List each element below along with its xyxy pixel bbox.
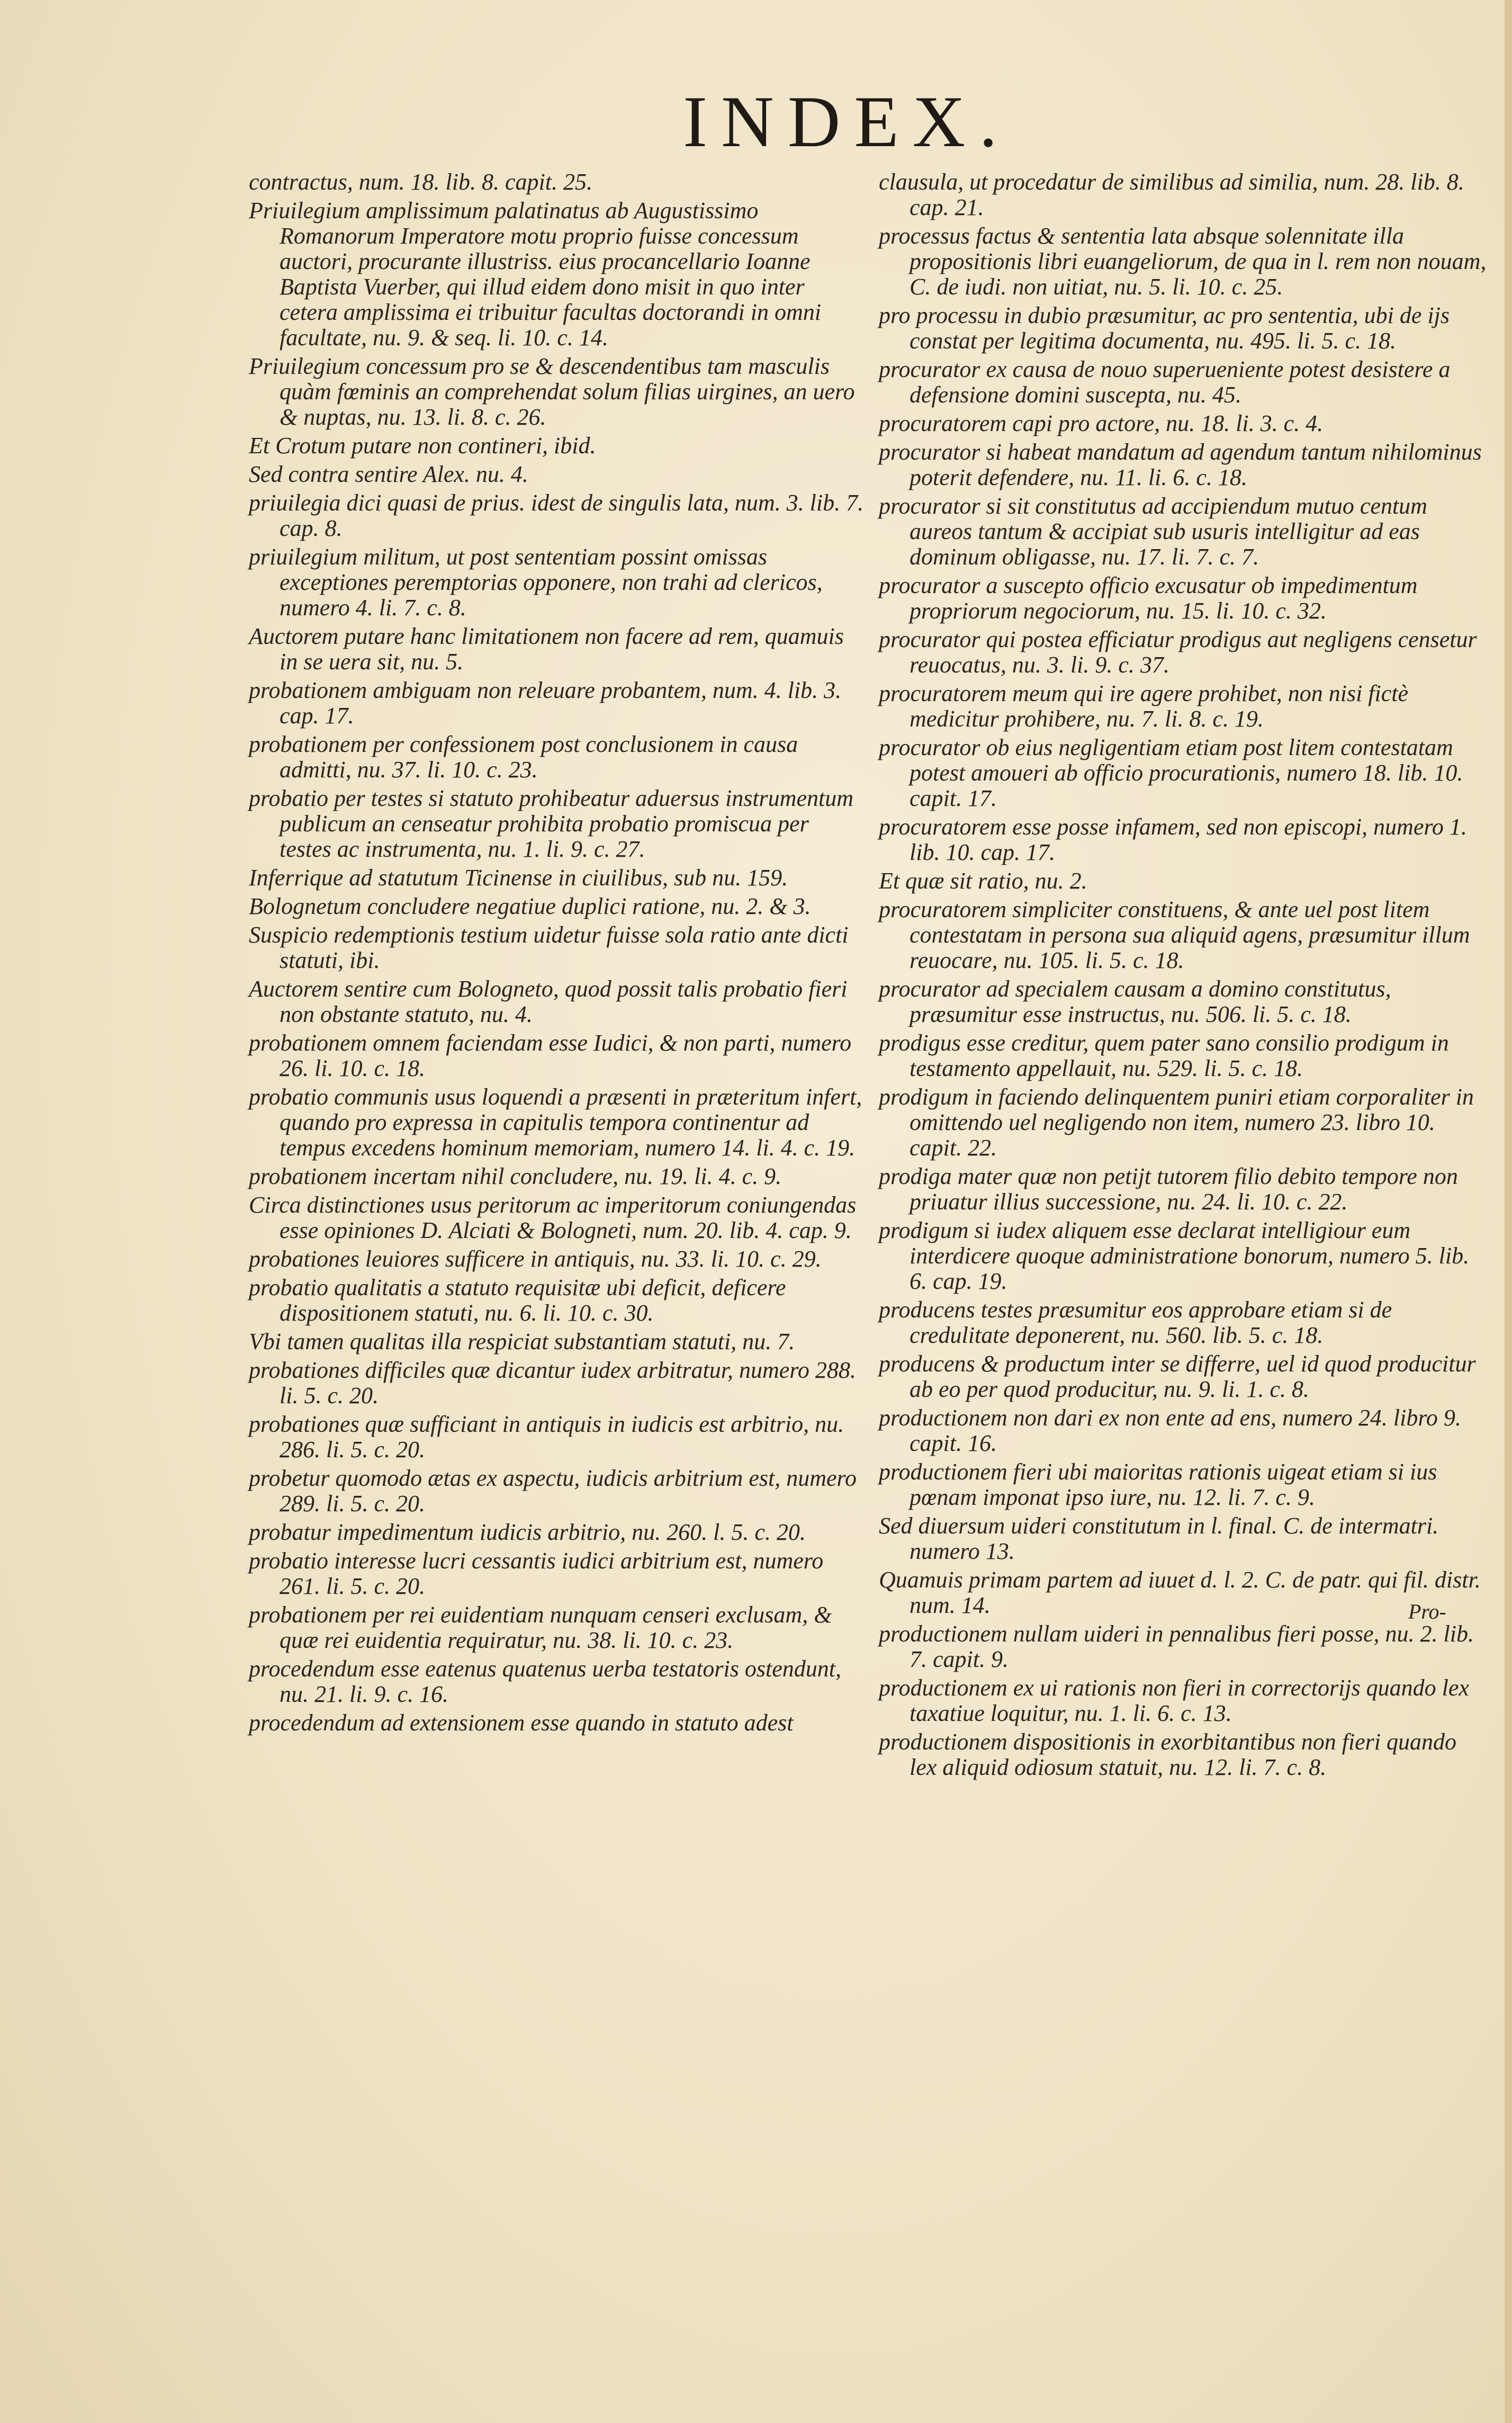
index-entry: Priuilegium concessum pro se & descendentibus tam masculis quàm fœminis an comprehendat solum filias uirgines, an uero & nuptas, nu. 13. li. 8. c. 26. [249, 353, 855, 430]
page-edge [1505, 0, 1512, 2423]
index-entry: Et Crotum putare non contineri, ibid. [249, 433, 596, 459]
index-entry: priuilegia dici quasi de prius. idest de singulis lata, num. 3. lib. 7. cap. 8. [249, 490, 864, 541]
right-column [879, 169, 1488, 1783]
index-entry: probationem per rei euidentiam nunquam censeri exclusam, & quæ rei euidentia requiratur, nu. 38. li. 10. c. 23. [249, 1602, 832, 1653]
index-entry: prodigum si iudex aliquem esse declarat intelligiour eum interdicere quoque administratione bonorum, numero 5. lib. 6. cap. 19. [879, 1217, 1470, 1294]
index-entry: procedendum ad extensionem esse quando in statuto adest [249, 1710, 794, 1736]
index-entry: procuratorem esse posse infamem, sed non episcopi, numero 1. lib. 10. cap. 17. [879, 814, 1467, 865]
index-entry: procuratorem meum qui ire agere prohibet, non nisi fictè medicitur prohibere, nu. 7. li. 8. c. 19. [879, 680, 1409, 732]
index-entry: Sed diuersum uideri constitutum in l. final. C. de intermatri. numero 13. [879, 1513, 1439, 1564]
index-entry: Bolognetum concludere negatiue duplici ratione, nu. 2. & 3. [249, 893, 811, 919]
index-entry: Auctorem putare hanc limitationem non facere ad rem, quamuis in se uera sit, nu. 5. [249, 623, 844, 675]
index-entry: productionem fieri ubi maioritas rationis uigeat etiam si ius pœnam imponat ipso iure, nu. 12. li. 7. c. 9. [879, 1459, 1437, 1510]
index-entry: probationem per confessionem post conclusionem in causa admitti, nu. 37. li. 10. c. 23. [249, 731, 798, 783]
index-entry: probatio interesse lucri cessantis iudici arbitrium est, numero 261. li. 5. c. 20. [249, 1548, 824, 1599]
index-entry: Quamuis primam partem ad iuuet d. l. 2. C. de patr. qui fil. distr. num. 14. [879, 1567, 1481, 1618]
index-entry: Circa distinctiones usus peritorum ac imperitorum coniungendas esse opiniones D. Alciati & Bologneti, num. 20. lib. 4. cap. 9. [249, 1192, 857, 1243]
index-entry: procuratorem capi pro actore, nu. 18. li. 3. c. 4. [879, 410, 1324, 436]
index-entry: probationem ambiguam non releuare probantem, num. 4. lib. 3. cap. 17. [249, 677, 842, 729]
left-column [249, 169, 866, 1739]
index-entry: Auctorem sentire cum Bologneto, quod possit talis probatio fieri non obstante statuto, nu. 4. [249, 976, 848, 1027]
index-entry: productionem ex ui rationis non fieri in correctorijs quando lex taxatiue loquitur, nu. 1. li. 6. c. 13. [879, 1675, 1469, 1726]
index-entry: producens & productum inter se differre, uel id quod producitur ab eo per quod producitur, nu. 9. li. 1. c. 8. [879, 1351, 1476, 1402]
index-entry: procurator ex causa de nouo superueniente potest desistere a defensione domini suscepta, nu. 45. [879, 356, 1451, 408]
index-entry: probationes quæ sufficiant in antiquis in iudicis est arbitrio, nu. 286. li. 5. c. 20. [249, 1411, 844, 1462]
index-entry: pro processu in dubio præsumitur, ac pro sententia, ubi de ijs constat per legitima documenta, nu. 495. li. 5. c. 18. [879, 302, 1450, 354]
index-entry: clausula, ut procedatur de similibus ad similia, num. 28. lib. 8. cap. 21. [879, 169, 1464, 220]
index-entry: procurator si habeat mandatum ad agendum tantum nihilominus poterit defendere, nu. 11. li. 6. c. 18. [879, 439, 1482, 490]
index-entry: procurator ad specialem causam a domino constitutus, præsumitur esse instructus, nu. 506. li. 5. c. 18. [879, 976, 1391, 1027]
index-entry: probetur quomodo ætas ex aspectu, iudicis arbitrium est, numero 289. li. 5. c. 20. [249, 1465, 857, 1516]
index-entry: procurator a suscepto officio excusatur ob impedimentum propriorum negociorum, nu. 15. li. 10. c. 32. [879, 572, 1418, 624]
index-entry: prodigus esse creditur, quem pater sano consilio prodigum in testamento appellauit, nu. 529. li. 5. c. 18. [879, 1030, 1449, 1081]
index-entry: productionem non dari ex non ente ad ens, numero 24. libro 9. capit. 16. [879, 1405, 1461, 1456]
index-entry: probationem omnem faciendam esse Iudici, & non parti, numero 26. li. 10. c. 18. [249, 1030, 852, 1081]
index-entry: prodiga mater quæ non petijt tutorem filio debito tempore non priuatur illius successione, nu. 24. li. 10. c. 22. [879, 1163, 1458, 1215]
index-entry: probationes difficiles quæ dicantur iudex arbitratur, numero 288. li. 5. c. 20. [249, 1357, 856, 1408]
index-entry: procuratorem simpliciter constituens, & ante uel post litem contestatam in persona sua aliquid agens, præsumitur illum reuocare, nu. 105. li. 5. c. 18. [879, 896, 1470, 973]
index-entry: contractus, num. 18. lib. 8. capit. 25. [249, 169, 592, 195]
index-entry: prodigum in faciendo delinquentem puniri etiam corporaliter in omittendo uel negligendo non item, numero 23. libro 10. capit. 22. [879, 1084, 1474, 1161]
index-entry: processus factus & sententia lata absque solennitate illa propositionis libri euangeliorum, de qua in l. rem non nouam, C. de iudi. non uitiat, nu. 5. li. 10. c. 25. [879, 223, 1487, 300]
index-entry: probationes leuiores sufficere in antiquis, nu. 33. li. 10. c. 29. [249, 1246, 822, 1272]
index-entry: priuilegium militum, ut post sententiam possint omissas exceptiones peremptorias opponere, non trahi ad clericos, numero 4. li. 7. c. 8. [249, 544, 823, 621]
index-entry: probatio communis usus loquendi a præsenti in præteritum infert, quando pro expressa in capitulis tempora continentur ad tempus excedens hominum memoriam, numero 14. li. 4. c. 19. [249, 1084, 862, 1161]
index-entry: Suspicio redemptionis testium uidetur fuisse sola ratio ante dicti statuti, ibi. [249, 922, 849, 973]
page-title: INDEX. [683, 81, 1011, 162]
index-entry: procurator si sit constitutus ad accipiendum mutuo centum aureos tantum & accipiat sub usuris intelligitur ad eas dominum obligasse, nu. 17. li. 7. c. 7. [879, 493, 1427, 570]
index-entry: productionem dispositionis in exorbitantibus non fieri quando lex aliquid odiosum statuit, nu. 12. li. 7. c. 8. [879, 1729, 1457, 1780]
index-entry: Priuilegium amplissimum palatinatus ab Augustissimo Romanorum Imperatore motu proprio fuisse concessum auctori, procurante illustriss. eius procancellario Ioanne Baptista Vuerber, qui illud eidem dono misit in quo inter cetera amplissima ei tribuitur facultas doctorandi in omni facultate, nu. 9. & seq. li. 10. c. 14. [249, 198, 821, 351]
index-entry: Vbi tamen qualitas illa respiciat substantiam statuti, nu. 7. [249, 1329, 795, 1354]
index-entry: probatio qualitatis a statuto requisitæ ubi deficit, deficere dispositionem statuti, nu. 6. li. 10. c. 30. [249, 1275, 786, 1326]
catchword: Pro- [1408, 1600, 1446, 1623]
index-entry: Inferrique ad statutum Ticinense in ciuilibus, sub nu. 159. [249, 865, 788, 891]
index-entry: Et quæ sit ratio, nu. 2. [879, 868, 1087, 894]
index-entry: probationem incertam nihil concludere, nu. 19. li. 4. c. 9. [249, 1163, 782, 1189]
index-entry: probatur impedimentum iudicis arbitrio, nu. 260. l. 5. c. 20. [249, 1519, 806, 1545]
index-entry: producens testes præsumitur eos approbare etiam si de credulitate deponerent, nu. 560. lib. 5. c. 18. [879, 1297, 1392, 1348]
index-entry: procurator ob eius negligentiam etiam post litem contestatam potest amoueri ab officio procurationis, numero 18. lib. 10. capit. 17. [879, 734, 1463, 811]
index-entry: probatio per testes si statuto prohibeatur aduersus instrumentum publicum an censeatur prohibita probatio promiscua per testes ac instrumenta, nu. 1. li. 9. c. 27. [249, 785, 853, 862]
index-entry: procedendum esse eatenus quatenus uerba testatoris ostendunt, nu. 21. li. 9. c. 16. [249, 1656, 841, 1707]
index-entry: procurator qui postea efficiatur prodigus aut negligens censetur reuocatus, nu. 3. li. 9. c. 37. [879, 626, 1477, 678]
index-entry: Sed contra sentire Alex. nu. 4. [249, 461, 528, 487]
index-entry: productionem nullam uideri in pennalibus fieri posse, nu. 2. lib. 7. capit. 9. [879, 1621, 1474, 1672]
